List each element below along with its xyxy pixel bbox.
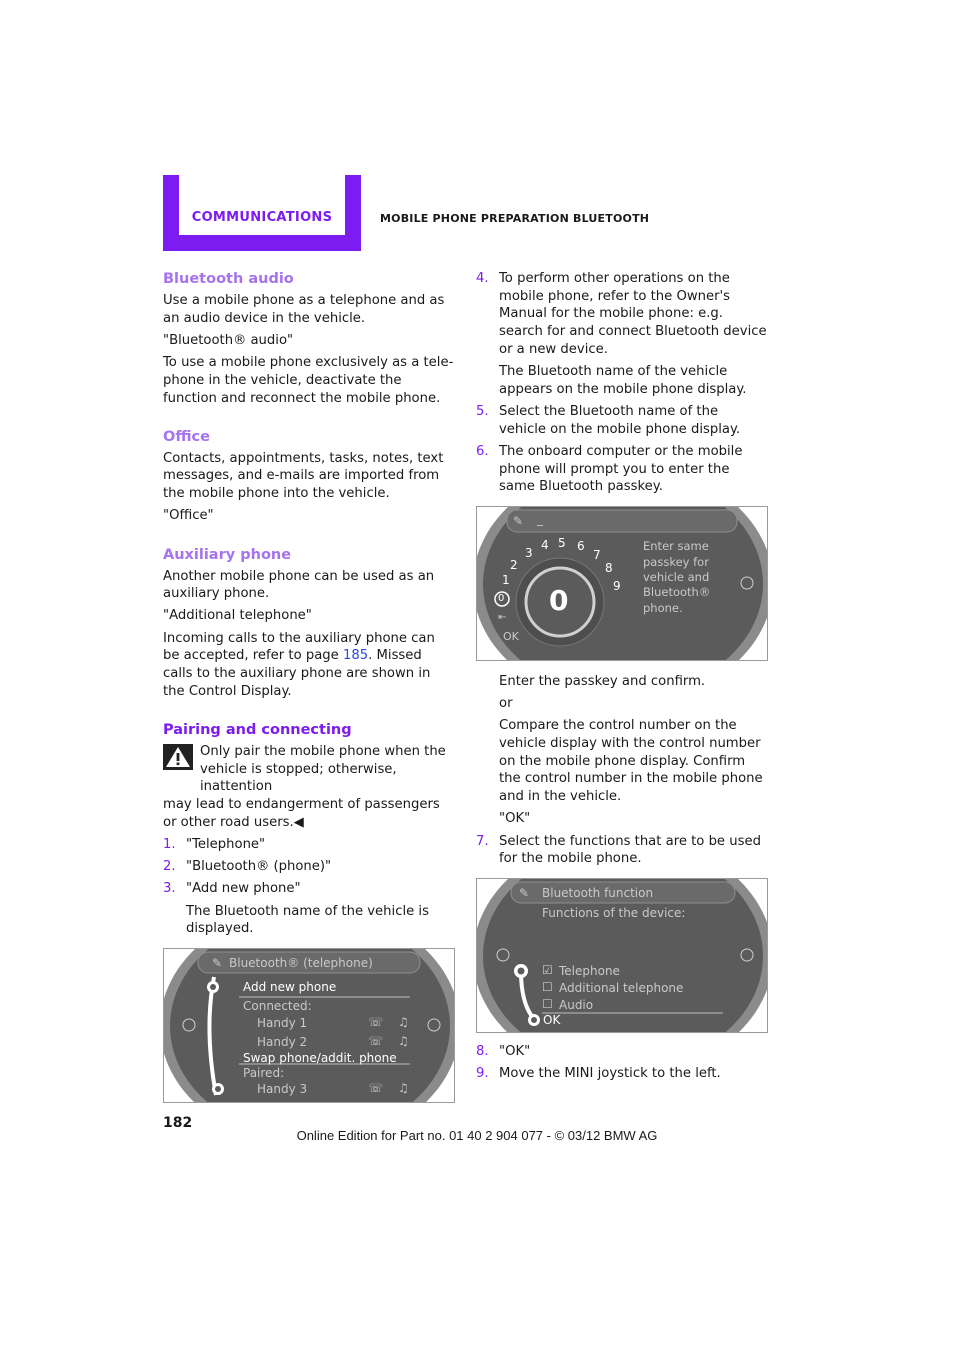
left-column xyxy=(163,270,455,1117)
digit-3[interactable]: 3 xyxy=(525,545,533,560)
section-tab-label: COMMUNICATIONS xyxy=(191,209,333,225)
paragraph: Incoming calls to the auxiliary phone can be accepted, refer to page 185. Missed calls to the auxiliary phone are shown in the Control Display. xyxy=(163,630,435,699)
menu-item-add-new-phone[interactable]: Add new phone xyxy=(243,979,337,994)
warning-note: Only pair the mobile phone when the vehicle is stopped; otherwise, inattention may lead to endangerment of passengers or other road users.◀ xyxy=(163,743,446,830)
paragraph: Compare the control number on the vehicle display with the control number on the mobile phone display. Confirm the control number in the mobile phone and in the vehicle. xyxy=(499,718,763,805)
paragraph: Use a mobile phone as a telephone and as an audio device in the vehicle. xyxy=(163,293,445,326)
step-3: 3. "Add new phone" xyxy=(163,881,301,897)
page-link[interactable]: 185 xyxy=(342,648,369,664)
phone-signal-icon: ☏ xyxy=(368,1080,384,1095)
screenshot-bluetooth-function: ✎ Bluetooth function Functions of the device: ☑ Telephone ☐ Additional telephone ☐ Audio OK xyxy=(476,878,768,1033)
section-tab[interactable] xyxy=(179,175,345,235)
menu-item-handy2[interactable]: Handy 2 xyxy=(257,1034,308,1049)
step-8: 8. "OK" xyxy=(476,1043,531,1059)
phone-signal-icon: ☏ xyxy=(368,1014,384,1029)
paragraph: Enter the passkey and confirm. xyxy=(499,673,706,689)
digit-5[interactable]: 5 xyxy=(558,535,566,550)
digit-6[interactable]: 6 xyxy=(577,538,585,553)
digit-4[interactable]: 4 xyxy=(541,537,549,552)
page-header-title: MOBILE PHONE PREPARATION BLUETOOTH xyxy=(380,212,650,225)
menu-item-handy1[interactable]: Handy 1 xyxy=(257,1015,308,1030)
step-1: 1. "Telephone" xyxy=(163,836,266,852)
checkbox-checked-icon[interactable]: ☑ xyxy=(542,962,553,977)
step-6: 6. The onboard computer or the mobile phone will prompt you to enter the same Bluetooth passkey. xyxy=(476,443,743,495)
digit-8[interactable]: 8 xyxy=(605,560,613,575)
ok-button[interactable]: OK xyxy=(543,1012,561,1027)
step-2: 2. "Bluetooth® (phone)" xyxy=(163,859,332,875)
warning-icon xyxy=(163,744,193,770)
screenshot-bluetooth-telephone: ✎ Bluetooth® (telephone) Add new phone Connected: Handy 1 Handy 2 Swap phone/addit. phone Paired: Handy 3 ☏ ♫ ☏ ♫ ☏ ♫ xyxy=(163,948,455,1103)
phone-icon: ✎ xyxy=(513,513,524,528)
step-9: 9. Move the MINI joystick to the left. xyxy=(476,1066,721,1082)
paragraph: To use a mobile phone exclusively as a tele-phone in the vehicle, deactivate the function and reconnect the mobile phone. xyxy=(163,355,454,406)
footer-edition: Online Edition for Part no. 01 40 2 904 077 - © 03/12 BMW AG xyxy=(296,1128,658,1143)
phone-icon: ✎ xyxy=(519,885,530,900)
music-icon: ♫ xyxy=(398,1080,409,1095)
step-4: 4. To perform other operations on the mobile phone, refer to the Owner's Manual for the mobile phone: e.g. search for and connect Bluetooth device or a new device. xyxy=(476,271,767,357)
heading-pairing: Pairing and connecting xyxy=(163,721,352,738)
paragraph: Another mobile phone can be used as an auxiliary phone. xyxy=(163,568,435,602)
page-number: 182 xyxy=(163,1115,193,1131)
heading-auxiliary-phone: Auxiliary phone xyxy=(163,546,292,563)
ok-button[interactable]: OK xyxy=(503,629,519,643)
menu-path: "Additional telephone" xyxy=(163,608,312,624)
menu-item-handy3[interactable]: Handy 3 xyxy=(257,1081,308,1096)
step-7: 7. Select the functions that are to be used for the mobile phone. xyxy=(476,833,761,867)
digit-0[interactable]: 0 xyxy=(498,592,505,604)
option-telephone[interactable]: Telephone xyxy=(559,963,620,978)
menu-path: "Bluetooth® audio" xyxy=(163,332,294,348)
digit-2[interactable]: 2 xyxy=(510,557,518,572)
checkbox-icon[interactable]: ☐ xyxy=(542,979,553,994)
menu-path: "OK" xyxy=(499,811,531,827)
digit-9[interactable]: 9 xyxy=(613,578,621,593)
paragraph: Contacts, appointments, tasks, notes, text messages, and e-mails are imported from the mobile phone into the vehicle. xyxy=(163,450,444,502)
selected-digit: 0 xyxy=(549,583,569,617)
menu-path: "Office" xyxy=(163,508,214,524)
checkbox-icon[interactable]: ☐ xyxy=(542,996,553,1011)
digit-7[interactable]: 7 xyxy=(593,547,601,562)
heading-office: Office xyxy=(163,428,210,445)
backspace-icon[interactable]: ⇤ xyxy=(498,611,507,623)
phone-icon: ✎ xyxy=(212,955,223,970)
option-audio[interactable]: Audio xyxy=(559,997,594,1012)
paragraph: The Bluetooth name of the vehicle is displayed. xyxy=(186,903,429,937)
heading-bluetooth-audio: Bluetooth audio xyxy=(163,271,294,287)
paragraph: or xyxy=(499,696,513,712)
digit-1[interactable]: 1 xyxy=(502,572,510,587)
phone-signal-icon: ☏ xyxy=(368,1033,384,1048)
step-5: 5. Select the Bluetooth name of the vehicle on the mobile phone display. xyxy=(476,403,741,437)
menu-item-swap-phone[interactable]: Swap phone/addit. phone xyxy=(243,1050,397,1065)
option-additional-telephone[interactable]: Additional telephone xyxy=(559,980,684,995)
right-column xyxy=(476,270,768,1087)
paragraph: The Bluetooth name of the vehicle appears on the mobile phone display. xyxy=(499,364,747,397)
music-icon: ♫ xyxy=(398,1033,409,1048)
screenshot-passkey: ✎ _ 1 2 3 4 5 6 7 8 9 0 0 ⇤ OK Enter same passkey for vehicle and Bluetooth® phone. xyxy=(476,506,768,661)
music-icon: ♫ xyxy=(398,1014,409,1029)
